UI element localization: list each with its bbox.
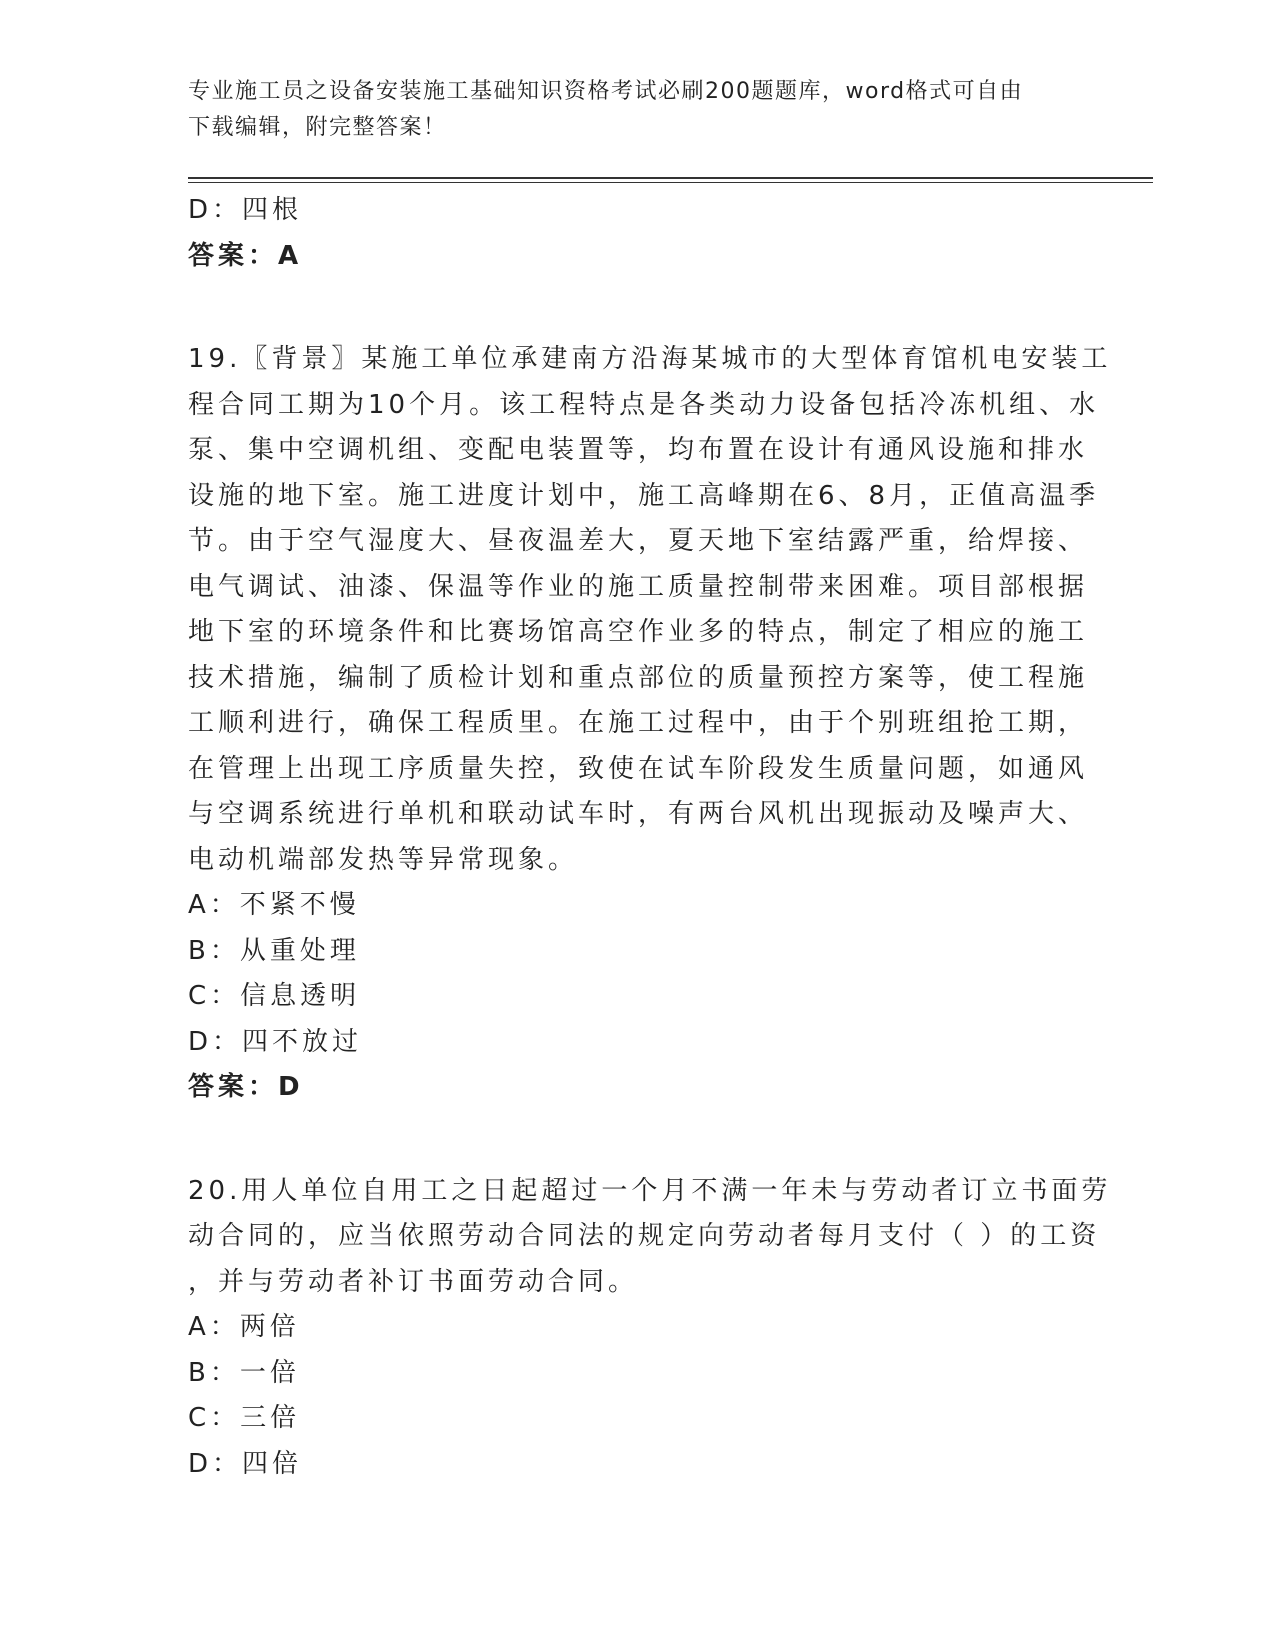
q19-stem-line: 工顺利进行，确保工程质里。在施工过程中，由于个别班组抢工期，	[188, 708, 1089, 738]
q20-stem-line: 20.用人单位自用工之日起超过一个月不满一年未与劳动者订立书面劳	[188, 1175, 1112, 1206]
q19-answer: 答案：D	[188, 1072, 304, 1102]
spacer	[188, 279, 1088, 337]
header-line-2: 下载编辑，附完整答案！	[188, 115, 447, 140]
q20-stem-line: 动合同的，应当依照劳动合同法的规定向劳动者每月支付（ ）的工资	[188, 1221, 1101, 1251]
question-content	[188, 188, 1112, 1487]
q19-stem-line: 在管理上出现工序质量失控，致使在试车阶段发生质量问题，如通风	[188, 753, 1089, 784]
q19-stem-line: 电气调试、油漆、保温等作业的施工质量控制带来困难。项目部根据	[188, 571, 1089, 602]
q20-option-a: A：两倍	[188, 1312, 300, 1342]
q18-answer: 答案：A	[188, 240, 303, 271]
q20-option-c: C：三倍	[188, 1403, 301, 1433]
q19-stem-line: 与空调系统进行单机和联动试车时，有两台风机出现振动及噪声大、	[188, 799, 1089, 829]
q20-option-d: D：四倍	[188, 1448, 303, 1479]
header-line-1: 专业施工员之设备安装施工基础知识资格考试必刷200题题库，word格式可自由	[188, 79, 1024, 104]
q19-stem-line: 设施的地下室。施工进度计划中，施工高峰期在6、8月，正值高温季	[188, 480, 1100, 511]
question-19	[188, 337, 1112, 1111]
header-divider-thin	[188, 182, 1153, 183]
question-20	[188, 1169, 1112, 1488]
q20-option-b: B：一倍	[188, 1357, 300, 1388]
q18-option-d: D：四根	[188, 195, 303, 225]
q19-option-b: B：从重处理	[188, 935, 360, 966]
q19-stem-line: 地下室的环境条件和比赛场馆高空作业多的特点，制定了相应的施工	[188, 617, 1089, 647]
q19-stem-line: 节。由于空气湿度大、昼夜温差大，夏天地下室结露严重，给焊接、	[188, 526, 1089, 556]
page-header	[188, 74, 1068, 146]
header-divider-thick	[188, 177, 1153, 179]
q19-option-d: D：四不放过	[188, 1026, 363, 1057]
q19-stem-line: 技术措施，编制了质检计划和重点部位的质量预控方案等，使工程施	[188, 662, 1089, 693]
q19-stem-line: 程合同工期为10个月。该工程特点是各类动力设备包括冷冻机组、水	[188, 389, 1100, 420]
q19-option-a: A：不紧不慢	[188, 890, 360, 920]
q20-stem-line: ，并与劳动者补订书面劳动合同。	[188, 1266, 639, 1297]
q19-option-c: C：信息透明	[188, 981, 361, 1011]
q19-stem-line: 电动机端部发热等异常现象。	[188, 844, 579, 875]
q19-stem-line: 泵、集中空调机组、变配电装置等，均布置在设计有通风设施和排水	[188, 435, 1089, 465]
spacer	[188, 1111, 1088, 1169]
q19-stem-line: 19.〖背景〗某施工单位承建南方沿海某城市的大型体育馆机电安装工	[188, 344, 1112, 374]
